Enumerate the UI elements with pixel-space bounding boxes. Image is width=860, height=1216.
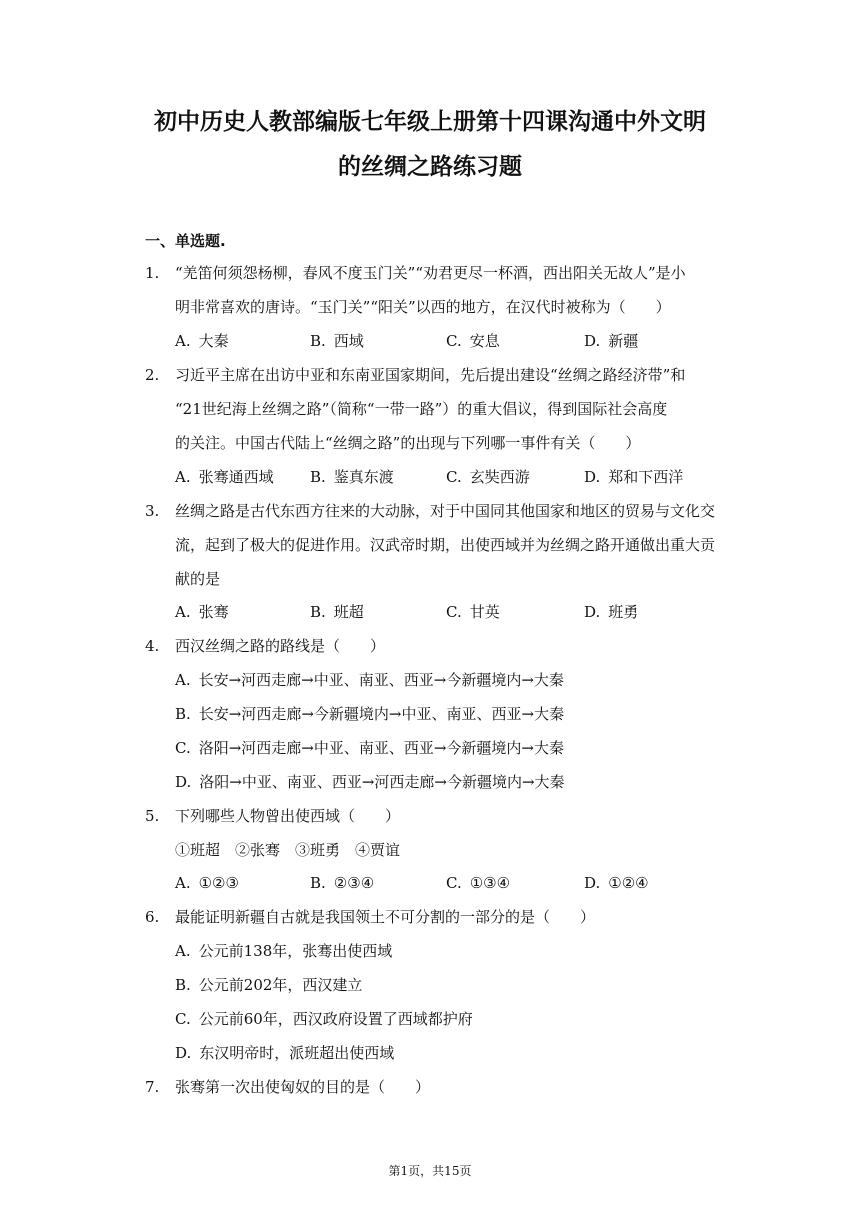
document-title-line-2: 的丝绸之路练习题 [338,153,522,180]
option-text: 长安→河西走廊→今新疆境内→中亚、南亚、西亚→大秦 [198,705,565,723]
question-4-option-c [175,738,564,758]
option-text: 鉴真东渡 [333,468,394,486]
option-text: 张骞 [198,603,229,621]
question-5-line-1: 下列哪些人物曾出使西域（ ） [175,807,401,825]
question-1-option-b [310,331,364,351]
question-2-line-1: 习近平主席在出访中亚和东南亚国家期间，先后提出建设“丝绸之路经济带”和 [175,366,686,384]
question-2-line-3: 的关注。中国古代陆上“丝绸之路”的出现与下列哪一事件有关（ ） [175,434,641,452]
option-text: 甘英 [469,603,500,621]
option-text: 大秦 [198,332,229,350]
option-text: 公元前60年，西汉政府设置了西域都护府 [198,1010,473,1028]
question-4-option-d [175,772,565,792]
question-4-option-b [175,704,564,724]
question-3-line-2: 流，起到了极大的促进作用。汉武帝时期，出使西域并为丝绸之路开通做出重大贡 [175,536,716,554]
option-key: C. [446,468,462,486]
question-2-option-c [446,467,530,487]
question-1-line-1: “羌笛何须怨杨柳，春风不度玉门关”“劝君更尽一杯酒，西出阳关无故人”是小 [175,264,686,282]
option-key: B. [310,874,326,892]
option-text: 班勇 [608,603,639,621]
question-3-number: 3. [145,502,160,520]
question-5-line-2: ①班超 ②张骞 ③班勇 ④贾谊 [175,841,401,859]
question-3-line-3: 献的是 [175,570,221,588]
option-key: D. [584,874,601,892]
option-key: C. [175,1010,191,1028]
question-7-line-1: 张骞第一次出使匈奴的目的是（ ） [175,1078,431,1096]
option-text: ①②③ [198,874,239,892]
option-text: 公元前138年，张骞出使西域 [198,942,393,960]
question-4-number: 4. [145,637,160,655]
option-key: C. [446,874,462,892]
option-key: A. [175,332,191,350]
question-1-line-2: 明非常喜欢的唐诗。“玉门关”“阳关”以西的地方，在汉代时被称为（ ） [175,298,671,316]
question-1-option-a [175,331,229,351]
option-text: 西域 [333,332,364,350]
option-key: C. [175,739,191,757]
section-heading: 一、单选题. [145,232,226,250]
question-2-number: 2. [145,366,160,384]
question-1-option-c [446,331,500,351]
page-footer: 第1页，共15页 [388,1164,472,1178]
option-key: A. [175,671,191,689]
option-key: A. [175,468,191,486]
question-6-option-b [175,975,362,995]
option-text: 班超 [333,603,364,621]
option-key: C. [446,603,462,621]
question-5-option-a [175,873,239,893]
question-5-option-d [584,873,649,893]
question-2-option-b [310,467,394,487]
option-text: 洛阳→中亚、南亚、西亚→河西走廊→今新疆境内→大秦 [199,773,565,791]
option-key: B. [310,468,326,486]
question-6-option-a [175,941,392,961]
question-3-option-d [584,602,638,622]
option-key: A. [175,874,191,892]
question-1-option-d [584,331,638,351]
question-3-option-b [310,602,364,622]
option-key: D. [175,773,192,791]
question-1-number: 1. [145,264,160,282]
question-5-number: 5. [145,807,160,825]
option-text: 安息 [469,332,500,350]
question-2-line-2: “21世纪海上丝绸之路”（简称“一带一路”）的重大倡议，得到国际社会高度 [175,400,668,418]
option-text: 玄奘西游 [469,468,530,486]
option-text: 长安→河西走廊→中亚、南亚、西亚→今新疆境内→大秦 [198,671,564,689]
option-key: D. [584,332,601,350]
option-text: 张骞通西域 [198,468,274,486]
question-6-number: 6. [145,908,160,926]
option-text: 洛阳→河西走廊→中亚、南亚、西亚→今新疆境内→大秦 [198,739,564,757]
option-key: A. [175,603,191,621]
option-key: B. [310,332,326,350]
question-4-line-1: 西汉丝绸之路的路线是（ ） [175,637,386,655]
option-key: D. [584,603,601,621]
option-key: B. [175,705,191,723]
option-key: C. [446,332,462,350]
question-3-option-c [446,602,500,622]
option-text: 公元前202年，西汉建立 [198,976,363,994]
option-text: 新疆 [608,332,639,350]
question-3-option-a [175,602,229,622]
question-5-option-c [446,873,510,893]
question-4-option-a [175,670,564,690]
option-key: B. [175,976,191,994]
option-key: D. [175,1044,192,1062]
option-key: D. [584,468,601,486]
question-6-line-1: 最能证明新疆自古就是我国领土不可分割的一部分的是（ ） [175,908,596,926]
question-2-option-a [175,467,274,487]
question-6-option-d [175,1043,394,1063]
option-text: 东汉明帝时，派班超出使西域 [199,1044,395,1062]
document-title-line-1: 初中历史人教部编版七年级上册第十四课沟通中外文明 [154,108,706,135]
option-text: ①②④ [608,874,649,892]
option-key: A. [175,942,191,960]
question-6-option-c [175,1009,473,1029]
option-text: 郑和下西洋 [608,468,684,486]
option-text: ①③④ [469,874,511,892]
question-7-number: 7. [145,1078,160,1096]
question-3-line-1: 丝绸之路是古代东西方往来的大动脉，对于中国同其他国家和地区的贸易与文化交 [175,502,716,520]
question-2-option-d [584,467,683,487]
question-5-option-b [310,873,374,893]
option-key: B. [310,603,326,621]
option-text: ②③④ [333,874,375,892]
